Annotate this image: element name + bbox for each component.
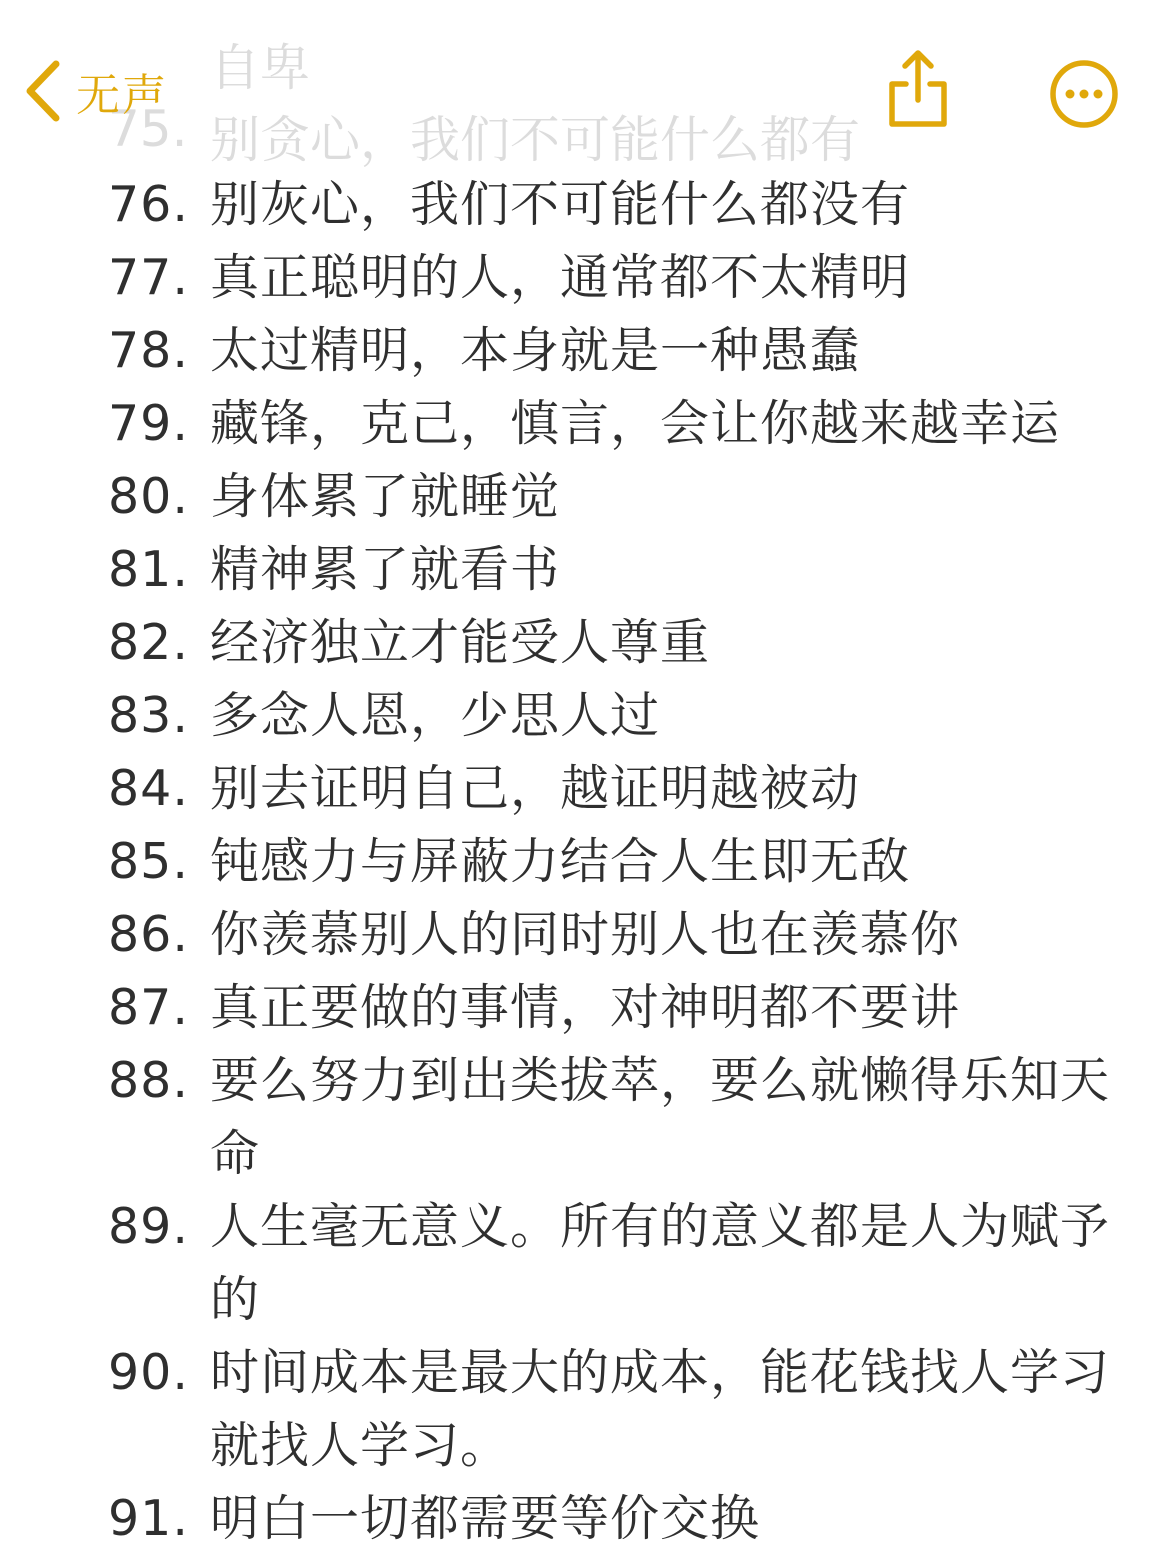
item-text: 别灰心，我们不可能什么都没有	[210, 176, 911, 233]
back-button[interactable]	[22, 58, 168, 124]
faded-line-text: 别贪心，我们不可能什么都有	[210, 111, 860, 169]
list-item	[0, 314, 1170, 387]
item-number: 91.	[108, 1490, 189, 1547]
list-item	[0, 387, 1170, 460]
item-number: 84.	[108, 760, 189, 817]
list-item	[0, 1482, 1170, 1555]
faded-line-number: 75.	[108, 100, 188, 158]
list-item	[0, 606, 1170, 679]
list-item	[0, 1336, 1170, 1482]
item-text: 经济独立才能受人尊重	[210, 614, 711, 671]
item-text: 真正聪明的人，通常都不太精明	[210, 249, 911, 306]
navigation-bar	[0, 30, 1170, 150]
share-icon	[878, 48, 958, 128]
item-number: 77.	[108, 249, 189, 306]
item-text: 钝感力与屏蔽力结合人生即无敌	[210, 833, 911, 890]
item-text: 时间成本是最大的成本，能花钱找人学习就找人学习。	[210, 1344, 1111, 1474]
item-number: 81.	[108, 541, 189, 598]
faded-line-text: 自卑	[210, 39, 310, 97]
list-item	[0, 1190, 1170, 1336]
item-number: 82.	[108, 614, 189, 671]
more-button[interactable]	[1048, 58, 1120, 130]
list-item	[0, 825, 1170, 898]
item-text: 明白一切都需要等价交换	[210, 1490, 761, 1547]
item-number: 86.	[108, 906, 189, 963]
item-text: 别去证明自己，越证明越被动	[210, 760, 861, 817]
list-item	[0, 752, 1170, 825]
item-text: 你羡慕别人的同时别人也在羡慕你	[210, 906, 961, 963]
list-item	[0, 241, 1170, 314]
item-text: 精神累了就看书	[210, 541, 561, 598]
ellipsis-circle-icon	[1048, 58, 1120, 130]
item-number: 76.	[108, 176, 189, 233]
numbered-list	[0, 168, 1170, 1555]
share-button[interactable]	[878, 48, 958, 128]
item-number: 88.	[108, 1052, 189, 1109]
item-text: 身体累了就睡觉	[210, 468, 561, 525]
back-label: 无声	[76, 70, 168, 121]
item-text: 要么努力到出类拔萃，要么就懒得乐知天命	[210, 1052, 1111, 1182]
item-number: 80.	[108, 468, 189, 525]
item-text: 真正要做的事情，对神明都不要讲	[210, 979, 961, 1036]
list-item	[0, 898, 1170, 971]
chevron-left-icon	[22, 60, 62, 122]
item-number: 78.	[108, 322, 189, 379]
item-text: 藏锋，克己，慎言，会让你越来越幸运	[210, 395, 1061, 452]
item-number: 89.	[108, 1198, 189, 1255]
item-text: 多念人恩，少思人过	[210, 687, 661, 744]
item-text: 太过精明，本身就是一种愚蠢	[210, 322, 861, 379]
item-number: 79.	[108, 395, 189, 452]
item-number: 90.	[108, 1344, 189, 1401]
list-item	[0, 679, 1170, 752]
list-item	[0, 168, 1170, 241]
list-item	[0, 971, 1170, 1044]
item-number: 87.	[108, 979, 189, 1036]
item-number: 85.	[108, 833, 189, 890]
item-text: 人生毫无意义。所有的意义都是人为赋予的	[210, 1198, 1111, 1328]
list-item	[0, 1044, 1170, 1190]
item-number: 83.	[108, 687, 189, 744]
list-item	[0, 460, 1170, 533]
list-item	[0, 533, 1170, 606]
